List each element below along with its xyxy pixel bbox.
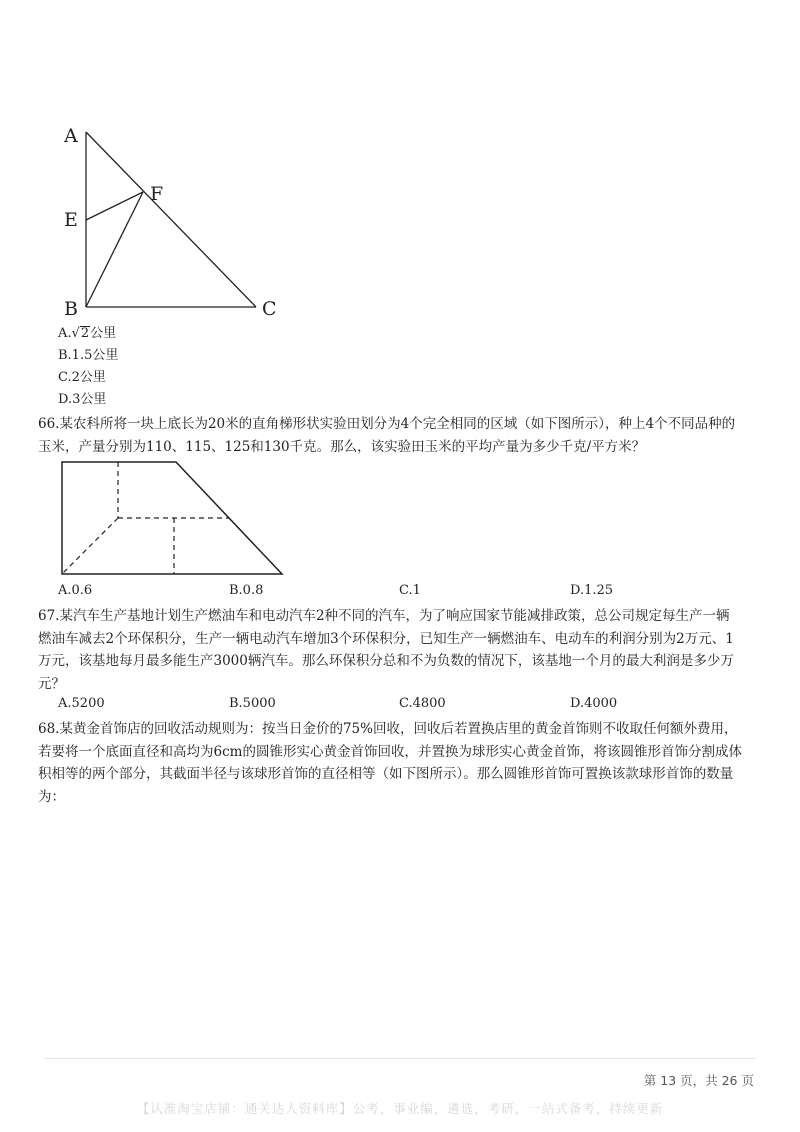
label-b: B bbox=[64, 298, 78, 320]
q67-option-c: C.4800 bbox=[399, 696, 446, 711]
q66-option-c: C.1 bbox=[399, 583, 421, 598]
segment-bf bbox=[86, 192, 143, 307]
q67-option-d: D.4000 bbox=[570, 696, 618, 711]
q66-option-d: D.1.25 bbox=[570, 583, 614, 598]
q65-option-d: D.3公里 bbox=[58, 392, 107, 407]
footer-divider bbox=[44, 1058, 756, 1059]
q65-option-b: B.1.5公里 bbox=[58, 348, 119, 363]
q65-option-a bbox=[58, 325, 116, 343]
q65-option-a-radical: √ bbox=[71, 326, 80, 341]
q65-option-a-prefix: A. bbox=[58, 326, 72, 341]
q66-option-a: A.0.6 bbox=[58, 583, 93, 598]
q65-option-a-radicand: 2 bbox=[80, 326, 90, 341]
label-e: E bbox=[64, 209, 78, 231]
q67-text: 67.某汽车生产基地计划生产燃油车和电动汽车2种不同的汽车，为了响应国家节能减排政策，总公司规定每生产一辆燃油车减去2个环保积分，生产一辆电动汽车增加3个环保积分，已知生产一辆燃油车、电动车的利润分别为2万元、1万元，该基地每月最多能生产3000辆汽车。那么环保积分总和不为负数的情况下，该基地一个月的最大利润是多少万元？ bbox=[38, 608, 734, 692]
segment-ef bbox=[86, 192, 143, 220]
segment-ac bbox=[86, 132, 256, 307]
q66-text: 66.某农科所将一块上底长为20米的直角梯形状实验田划分为4个完全相同的区域（如下图所示），种上4个不同品种的玉米，产量分别为110、115、125和130千克。那么，该实验田玉米的平均产量为多少千克/平方米？ bbox=[38, 416, 736, 455]
q65-option-c: C.2公里 bbox=[58, 370, 106, 385]
divider-3 bbox=[62, 518, 118, 574]
page-number: 第 13 页，共 26 页 bbox=[643, 1073, 754, 1088]
q66-option-b: B.0.8 bbox=[229, 583, 264, 598]
q68-text: 68.某黄金首饰店的回收活动规则为：按当日金价的75%回收，回收后若置换店里的黄金首饰则不收取任何额外费用，若要将一个底面直径和高均为6cm的圆锥形实心黄金首饰回收，并置换为球形实心黄金首饰，将该圆锥形首饰分割成体积相等的两个部分，其截面半径与该球形首饰的直径相等（如下图所示）。那么圆锥形首饰可置换该款球形首饰的数量为： bbox=[38, 721, 742, 805]
q65-option-a-suffix: 公里 bbox=[90, 326, 117, 341]
triangle-figure bbox=[56, 120, 296, 320]
watermark-text: 【认准淘宝店铺：通关达人资料库】公考，事业编，遴选，考研，一站式备考，持续更新 bbox=[136, 1101, 664, 1116]
q67-option-a: A.5200 bbox=[58, 696, 105, 711]
label-f: F bbox=[150, 183, 164, 205]
label-c: C bbox=[262, 298, 277, 320]
trapezoid-figure bbox=[58, 458, 290, 578]
label-a: A bbox=[64, 125, 78, 147]
q67-option-b: B.5000 bbox=[229, 696, 276, 711]
